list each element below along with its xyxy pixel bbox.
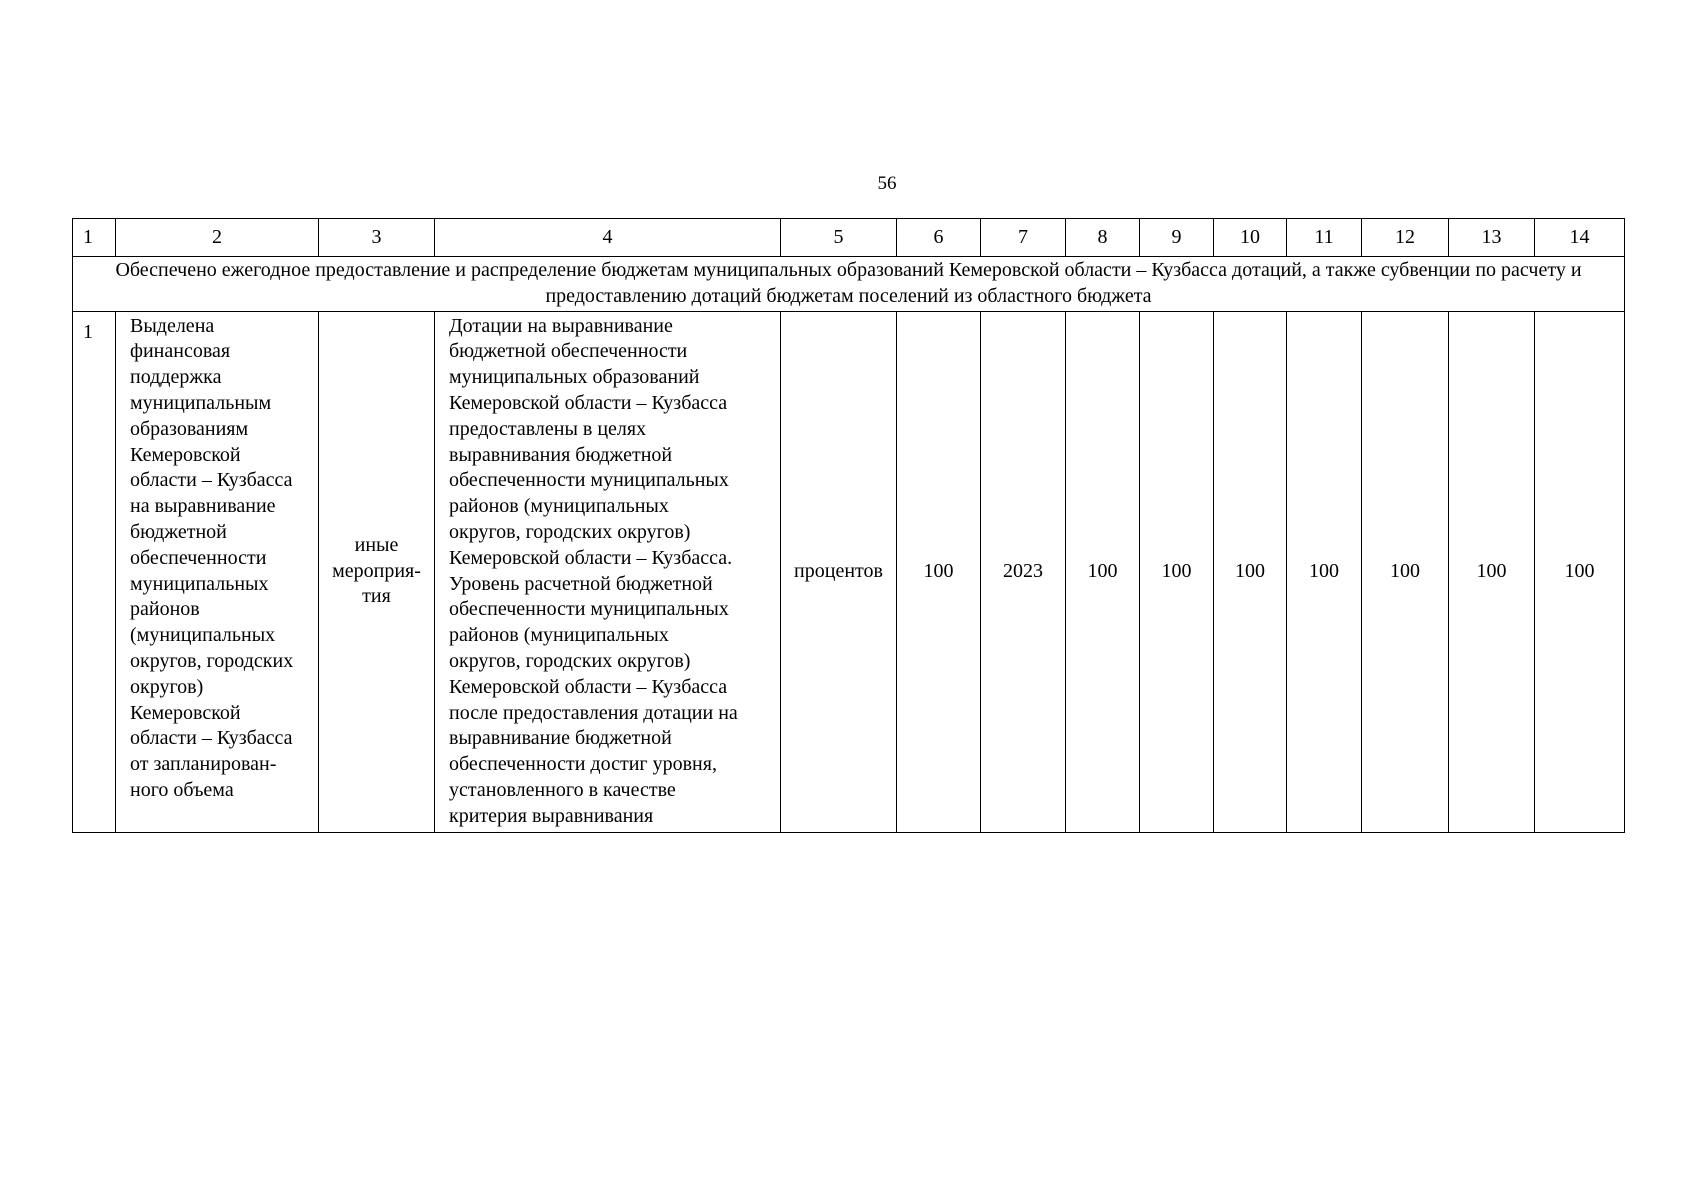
section-row	[73, 257, 1625, 312]
indicators-table	[72, 218, 1625, 833]
header-cell-14: 14	[1535, 219, 1625, 257]
header-row	[73, 219, 1625, 257]
description-cell: Дотации на выравнивание бюджетной обеспеченности муниципальных образований Кемеровской области – Кузбасса предоставлены в целях выравнивания бюджетной обеспеченности муниципальных районов (муниципальных округов, городских округов) Кемеровской области – Кузбасса. Уровень расчетной бюджетной обеспеченности муниципальных районов (муниципальных округов, городских округов) Кемеровской области – Кузбасса после предоставления дотации на выравнивание бюджетной обеспеченности достиг уровня, установленного в качестве критерия выравнивания	[435, 311, 781, 832]
result-cell: Выделена финансовая поддержка муниципальным образованиям Кемеровской области – Кузбасса на выравнивание бюджетной обеспеченности муниципальных районов (муниципальных округов, городских округов) Кемеровской области – Кузбасса от запланирован- ного объема	[116, 311, 319, 832]
header-cell-12: 12	[1362, 219, 1449, 257]
header-cell-2: 2	[116, 219, 319, 257]
header-cell-4: 4	[435, 219, 781, 257]
header-cell-7: 7	[981, 219, 1066, 257]
base-year-cell: 2023	[981, 311, 1066, 832]
value-cell-8: 100	[1066, 311, 1140, 832]
header-cell-8: 8	[1066, 219, 1140, 257]
value-cell-11: 100	[1287, 311, 1362, 832]
row-number: 1	[73, 311, 116, 832]
header-cell-11: 11	[1287, 219, 1362, 257]
header-cell-3: 3	[319, 219, 435, 257]
page-number: 56	[877, 173, 897, 194]
value-cell-14: 100	[1535, 311, 1625, 832]
unit-cell: процентов	[781, 311, 897, 832]
section-title: Обеспечено ежегодное предоставление и распределение бюджетам муниципальных образований Кемеровской области – Кузбасса дотаций, а также субвенции по расчету и предоставлению дотаций бюджетам поселений из областного бюджета	[73, 257, 1625, 312]
value-cell-12: 100	[1362, 311, 1449, 832]
table-row	[73, 311, 1625, 832]
header-cell-10: 10	[1214, 219, 1287, 257]
base-value-cell: 100	[897, 311, 981, 832]
value-cell-10: 100	[1214, 311, 1287, 832]
header-cell-1: 1	[73, 219, 116, 257]
header-cell-6: 6	[897, 219, 981, 257]
header-cell-5: 5	[781, 219, 897, 257]
type-cell: иные мероприя- тия	[319, 311, 435, 832]
value-cell-13: 100	[1449, 311, 1535, 832]
value-cell-9: 100	[1140, 311, 1214, 832]
header-cell-13: 13	[1449, 219, 1535, 257]
header-cell-9: 9	[1140, 219, 1214, 257]
